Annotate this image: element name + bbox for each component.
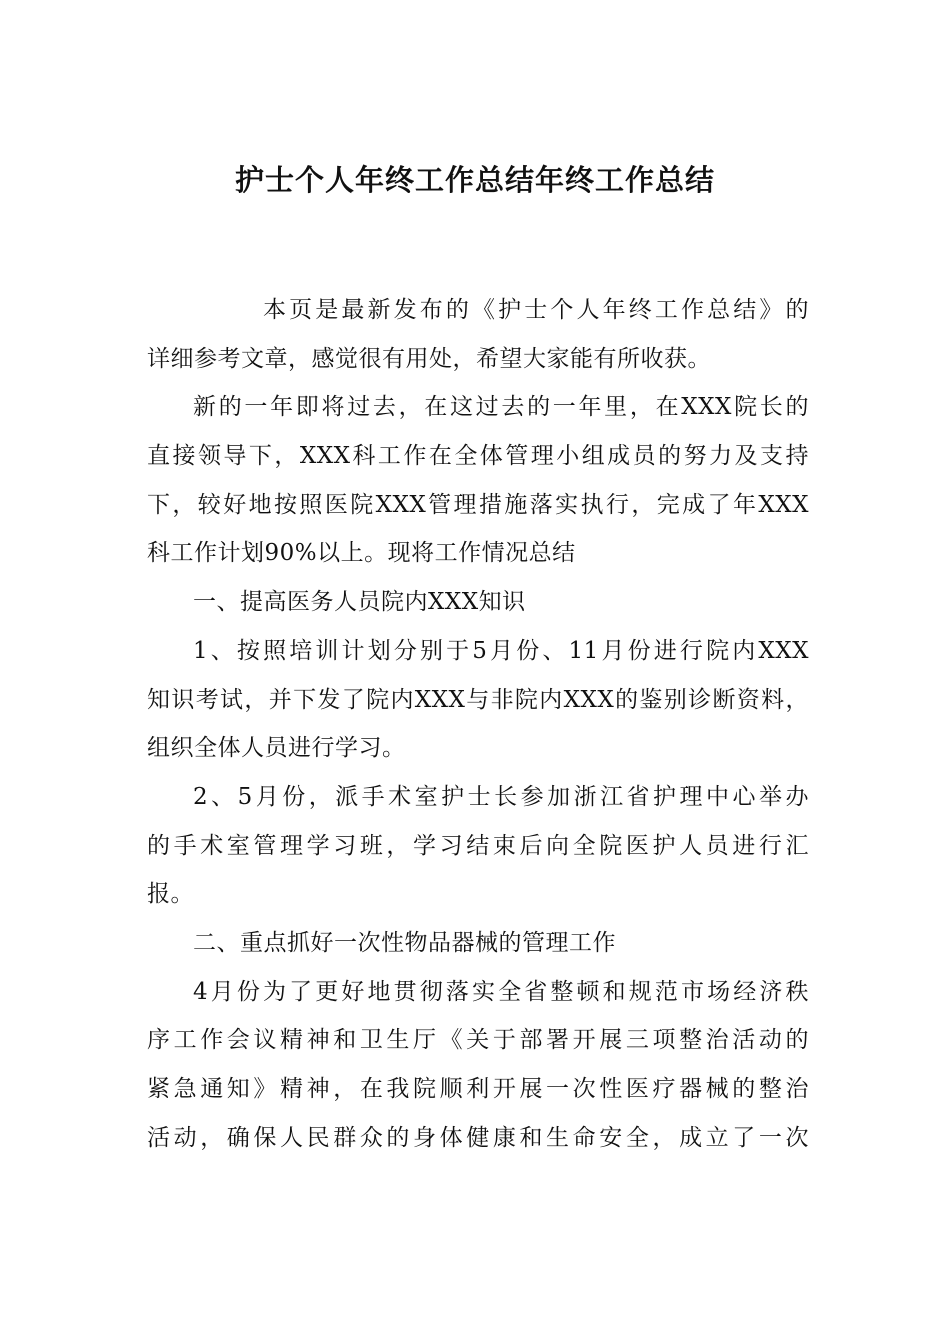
text-line: 活动，确保人民群众的身体健康和生命安全，成立了一次 bbox=[147, 1124, 809, 1151]
text-line: 的手术室管理学习班，学习结束后向全院医护人员进行汇 bbox=[147, 832, 809, 859]
text-line: 新的一年即将过去，在这过去的一年里，在XXX院长的 bbox=[193, 394, 809, 421]
section-heading: 一、提高医务人员院内XXX知识 bbox=[193, 589, 526, 616]
text-line: 报。 bbox=[147, 881, 194, 908]
text-line: 科工作计划90%以上。现将工作情况总结 bbox=[147, 540, 576, 567]
text-line: 2、5月份，派手术室护士长参加浙江省护理中心举办 bbox=[193, 783, 809, 810]
section-heading: 二、重点抓好一次性物品器械的管理工作 bbox=[193, 929, 616, 956]
text-line: 详细参考文章，感觉很有用处，希望大家能有所收获。 bbox=[147, 345, 711, 372]
text-line: 下，较好地按照医院XXX管理措施落实执行，完成了年XXX bbox=[147, 491, 809, 518]
text-line: 组织全体人员进行学习。 bbox=[147, 735, 406, 762]
text-line: 紧急通知》精神，在我院顺利开展一次性医疗器械的整治 bbox=[147, 1076, 809, 1102]
text-line: 4月份为了更好地贯彻落实全省整顿和规范市场经济秩 bbox=[193, 978, 809, 1005]
text-line: 直接领导下，XXX科工作在全体管理小组成员的努力及支持 bbox=[147, 443, 809, 470]
document-body bbox=[147, 286, 809, 1162]
text-line: 本页是最新发布的《护士个人年终工作总结》的 bbox=[263, 297, 809, 323]
text-line: 1、按照培训计划分别于5月份、11月份进行院内XXX bbox=[193, 637, 809, 664]
text-line: 知识考试，并下发了院内XXX与非院内XXX的鉴别诊断资料， bbox=[147, 686, 809, 713]
document-title: 护士个人年终工作总结年终工作总结 bbox=[234, 163, 715, 197]
text-line: 序工作会议精神和卫生厅《关于部署开展三项整治活动的 bbox=[147, 1027, 809, 1054]
